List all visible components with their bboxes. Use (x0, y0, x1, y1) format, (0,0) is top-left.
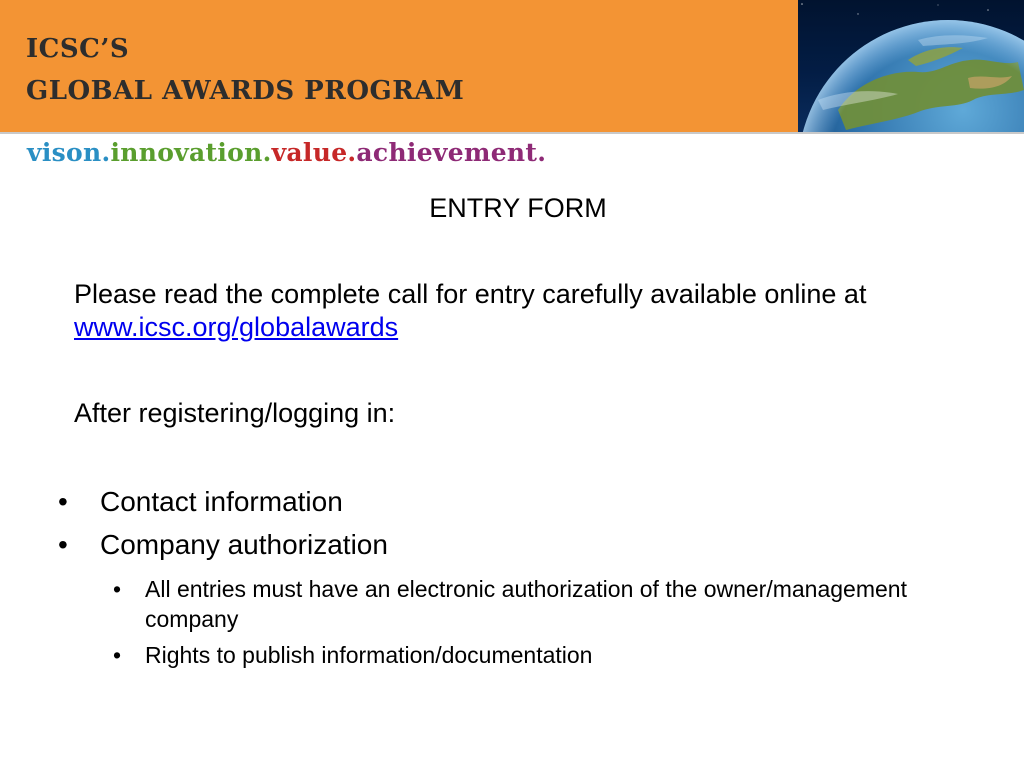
sub-bullet-icon: • (113, 642, 122, 668)
globe-icon (798, 0, 1024, 132)
slide-title: ENTRY FORM (429, 193, 607, 223)
header-banner (0, 0, 1024, 134)
sub-list-item (58, 574, 958, 634)
globalawards-link[interactable]: www.icsc.org/globalawards (74, 312, 399, 342)
program-title (26, 28, 464, 112)
sub-bullet-rights-to-publish: Rights to publish information/documentation (145, 642, 593, 668)
bullet-company-authorization: Company authorization (100, 529, 388, 560)
intro-text: Please read the complete call for entry carefully available online at (74, 279, 867, 309)
program-title-line1: ICSC’S (26, 34, 130, 64)
list-item (58, 480, 958, 523)
bullet-contact-information: Contact information (100, 486, 343, 517)
sub-bullet-icon: • (113, 576, 122, 602)
intro-paragraph (74, 278, 954, 344)
tagline-vision: vison. (27, 138, 111, 167)
tagline-value: value. (271, 138, 357, 167)
bullet-icon: • (58, 486, 68, 517)
list-item (58, 523, 958, 566)
tagline (27, 136, 546, 170)
sub-bullet-electronic-authorization: All entries must have an electronic authorization of the owner/management company (145, 576, 907, 632)
after-registering-text: After registering/logging in: (74, 398, 396, 428)
bullet-icon: • (58, 529, 68, 560)
bullet-list (58, 480, 958, 670)
tagline-innovation: innovation. (110, 138, 272, 167)
sub-list-item (58, 640, 958, 670)
program-title-line2: GLOBAL AWARDS PROGRAM (26, 76, 465, 106)
earth-globe-image (798, 0, 1024, 132)
tagline-achievement: achievement. (356, 138, 547, 167)
